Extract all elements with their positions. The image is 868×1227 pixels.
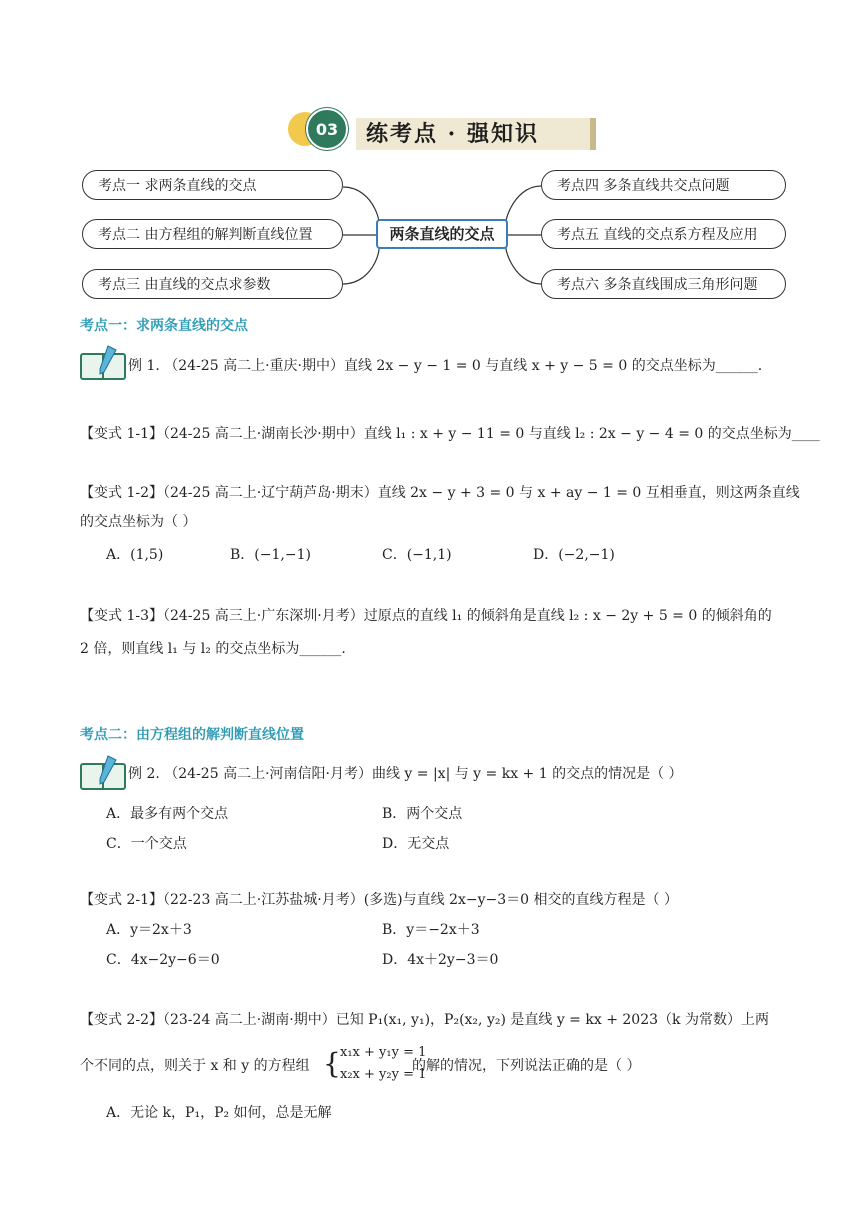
mindmap-node-2: 考点二 由方程组的解判断直线位置 bbox=[82, 219, 343, 249]
section-title-1: 考点一：求两条直线的交点 bbox=[80, 318, 248, 334]
option-d: D．4x＋2y−3＝0 bbox=[382, 952, 499, 968]
mindmap-node-3: 考点三 由直线的交点求参数 bbox=[82, 269, 343, 299]
variant-1-2-line2: 的交点坐标为（ ） bbox=[80, 514, 197, 530]
section-title-2: 考点二：由方程组的解判断直线位置 bbox=[80, 727, 304, 743]
mindmap-node-4: 考点四 多条直线共交点问题 bbox=[541, 170, 786, 200]
option-c: C．4x−2y−6＝0 bbox=[106, 952, 220, 968]
option-d: D．(−2,−1) bbox=[533, 547, 615, 563]
book-pencil-icon bbox=[80, 344, 126, 380]
example-1: 例 1. （24-25 高二上·重庆·期中）直线 2x − y − 1 = 0 与直线 x + y − 5 = 0 的交点坐标为______. bbox=[128, 358, 763, 374]
book-pencil-icon bbox=[80, 754, 126, 790]
banner-number: 03 bbox=[306, 108, 348, 150]
option-d: D．无交点 bbox=[382, 836, 450, 852]
option-a: A．最多有两个交点 bbox=[106, 806, 229, 822]
mindmap-node-6: 考点六 多条直线围成三角形问题 bbox=[541, 269, 786, 299]
mindmap-node-1: 考点一 求两条直线的交点 bbox=[82, 170, 343, 200]
option-a: A．y＝2x＋3 bbox=[106, 922, 192, 938]
variant-2-2-line2b: 的解的情况，下列说法正确的是（ ） bbox=[412, 1058, 641, 1074]
variant-1-2-line1: 【变式 1-2】（24-25 高二上·辽宁葫芦岛·期末）直线 2x − y + 3 = 0 与 x + ay − 1 = 0 互相垂直，则这两条直线 bbox=[80, 485, 800, 501]
example-2: 例 2. （24-25 高二上·河南信阳·月考）曲线 y = |x| 与 y = kx + 1 的交点的情况是（ ） bbox=[128, 766, 683, 782]
system-brace: { bbox=[323, 1047, 341, 1080]
mindmap-node-5: 考点五 直线的交点系方程及应用 bbox=[541, 219, 786, 249]
option-a: A．无论 k，P₁，P₂ 如何，总是无解 bbox=[106, 1105, 332, 1121]
option-c: C．一个交点 bbox=[106, 836, 187, 852]
variant-2-2-line2a: 个不同的点，则关于 x 和 y 的方程组 bbox=[80, 1058, 310, 1074]
variant-2-2-line1: 【变式 2-2】（23-24 高二上·湖南·期中）已知 P₁(x₁, y₁)，P₂(x₂, y₂) 是直线 y = kx + 2023（k 为常数）上两 bbox=[80, 1012, 769, 1028]
option-a: A．(1,5) bbox=[106, 547, 164, 563]
mindmap-center: 两条直线的交点 bbox=[376, 219, 508, 249]
variant-1-3-line1: 【变式 1-3】（24-25 高三上·广东深圳·月考）过原点的直线 l₁ 的倾斜角是直线 l₂ : x − 2y + 5 = 0 的倾斜角的 bbox=[80, 608, 772, 624]
variant-1-1: 【变式 1-1】（24-25 高二上·湖南长沙·期中）直线 l₁ : x + y − 11 = 0 与直线 l₂ : 2x − y − 4 = 0 的交点坐标为____ bbox=[80, 426, 820, 442]
option-b: B．(−1,−1) bbox=[230, 547, 311, 563]
variant-1-3-line2: 2 倍，则直线 l₁ 与 l₂ 的交点坐标为______. bbox=[80, 641, 346, 657]
banner-title: 练考点 · 强知识 bbox=[356, 118, 596, 150]
variant-2-1: 【变式 2-1】（22-23 高二上·江苏盐城·月考）(多选)与直线 2x−y−3＝0 相交的直线方程是（ ） bbox=[80, 892, 678, 908]
option-c: C．(−1,1) bbox=[382, 547, 452, 563]
option-b: B．y＝−2x＋3 bbox=[382, 922, 480, 938]
system-equation-2: x₂x + y₂y = 1 bbox=[340, 1067, 427, 1082]
system-equation-1: x₁x + y₁y = 1 bbox=[340, 1045, 427, 1060]
option-b: B．两个交点 bbox=[382, 806, 463, 822]
